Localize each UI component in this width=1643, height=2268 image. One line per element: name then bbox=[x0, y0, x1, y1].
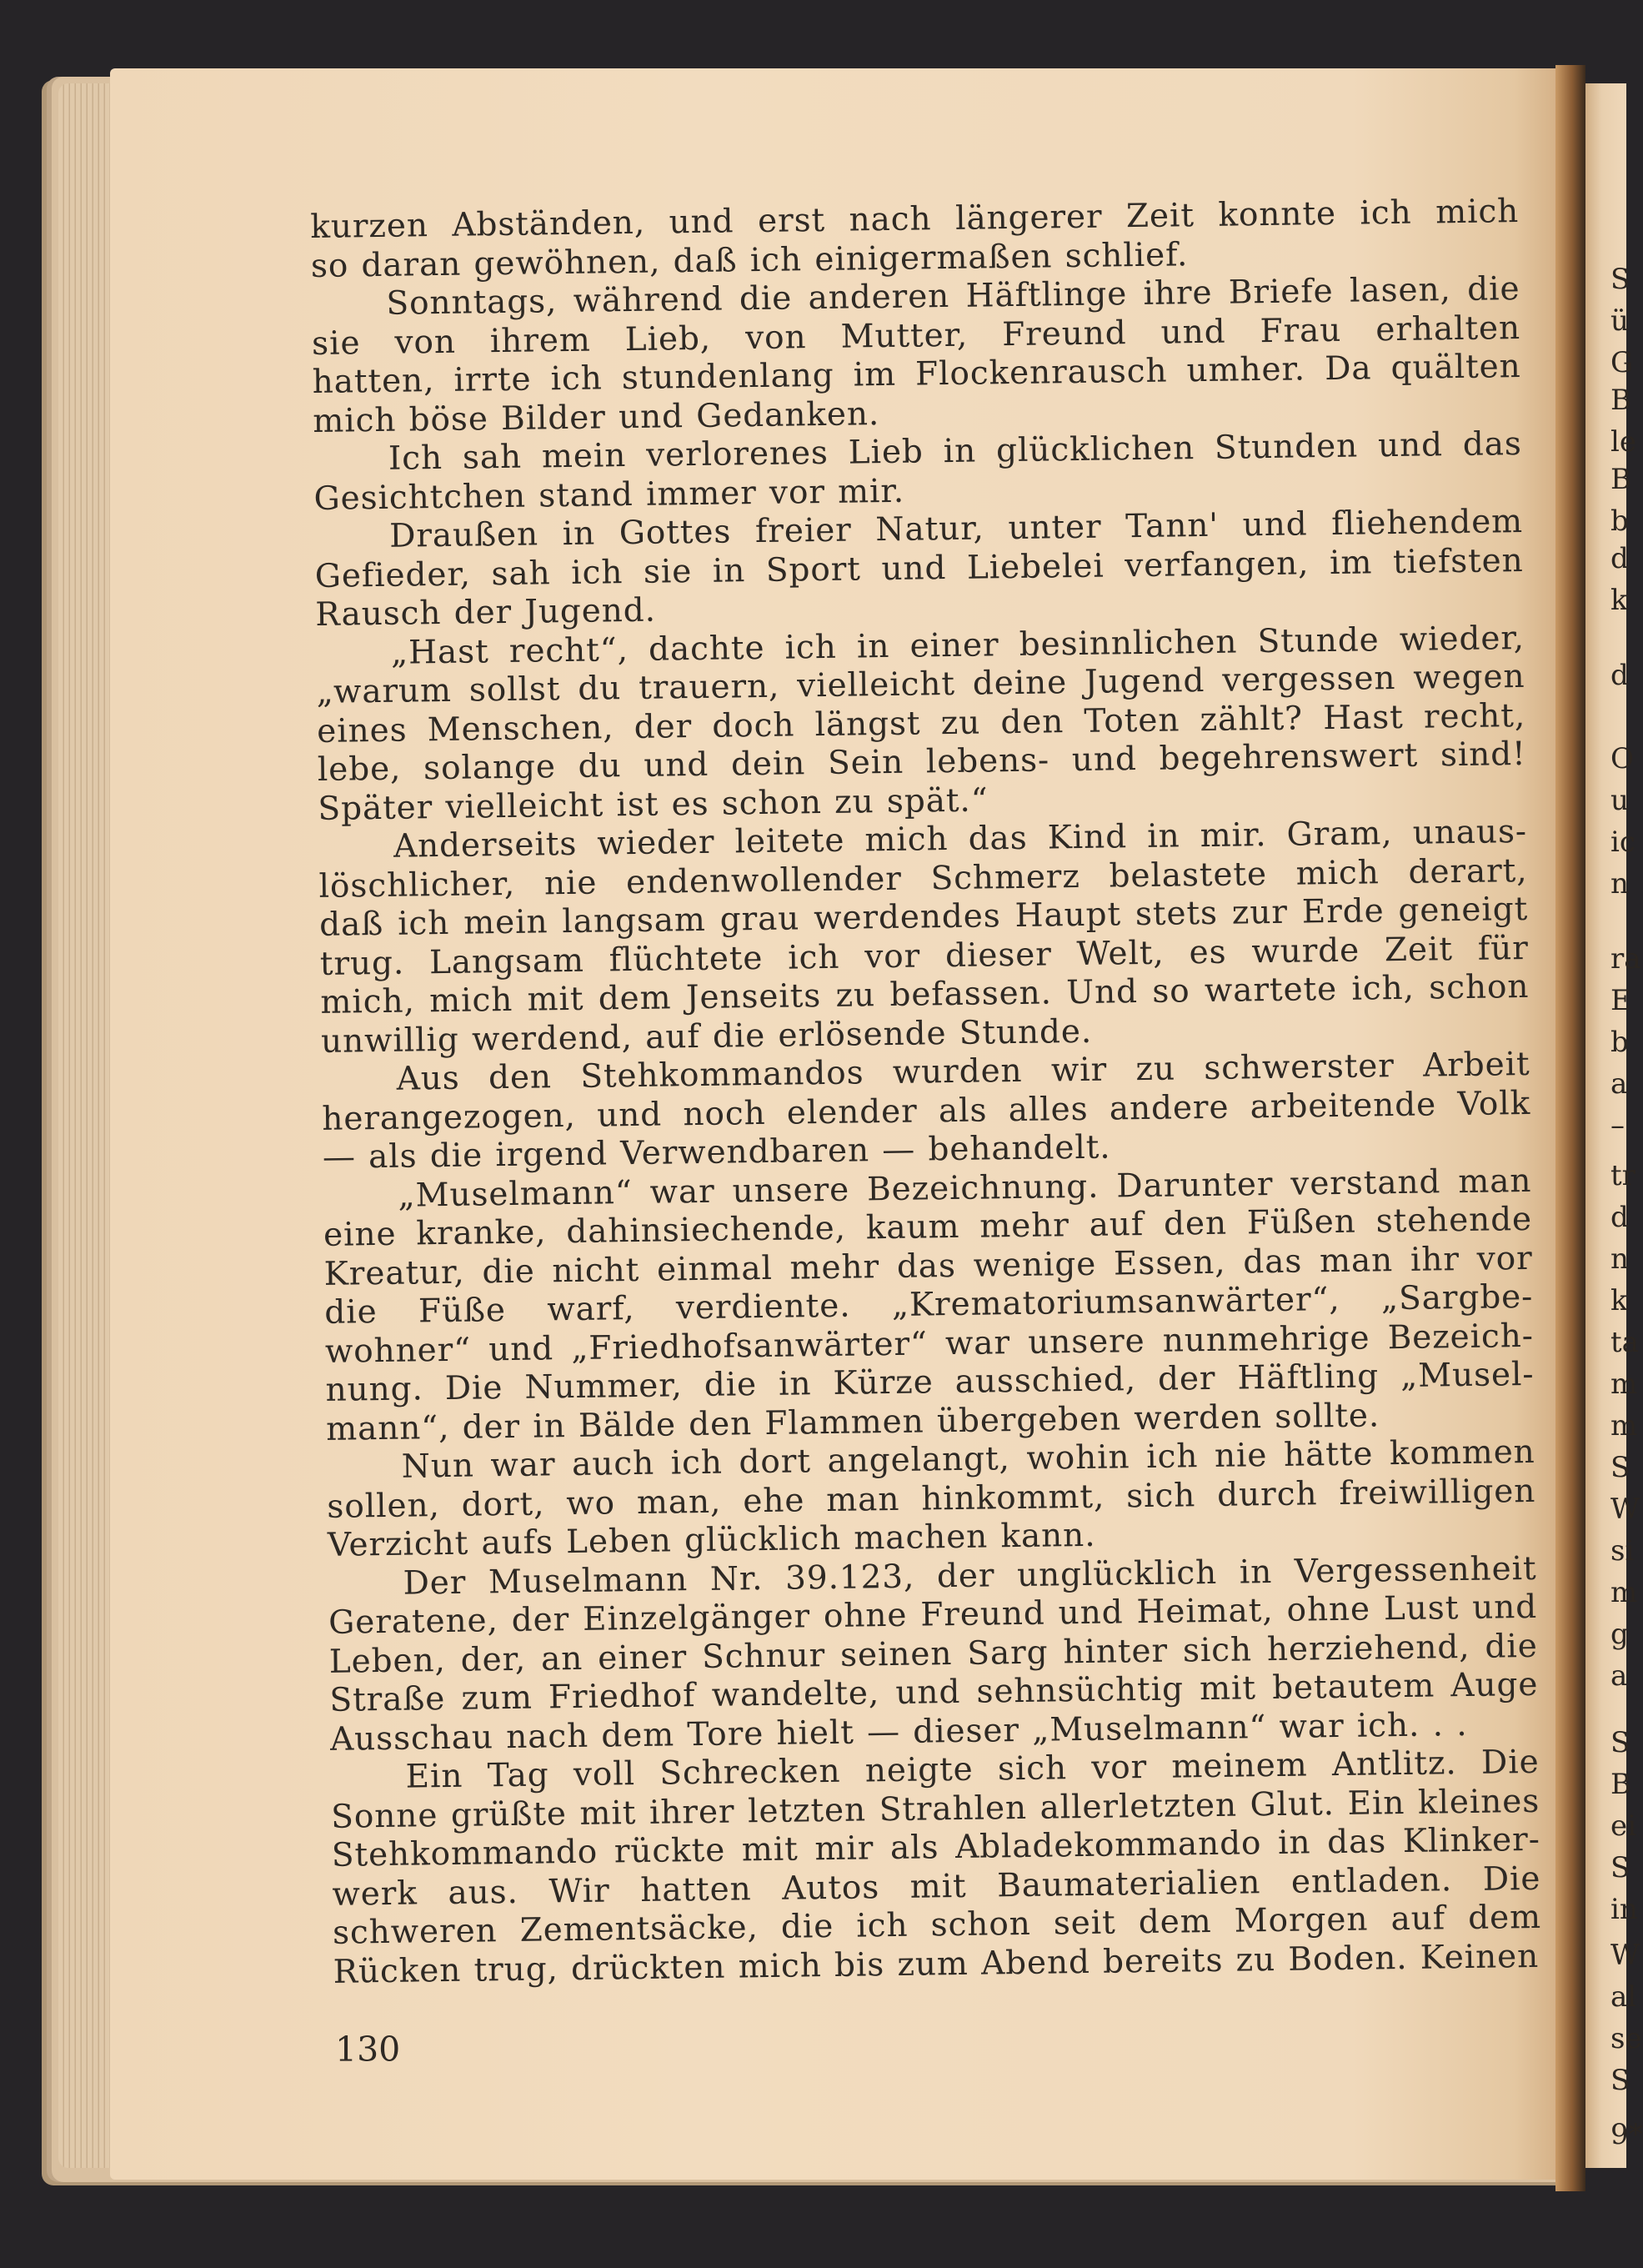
right-page-fragment: ra bbox=[1610, 942, 1641, 976]
text-line: — als die irgend Verwendbaren — behandelt. bbox=[322, 1128, 1111, 1177]
text-line: sollen, dort, wo man, ehe man hinkommt, sich durch freiwilligen bbox=[327, 1472, 1536, 1526]
right-page-fragment: le bbox=[1610, 425, 1636, 459]
text-line: Ausschau nach dem Tore hielt — dieser „Muselmann“ war ich. . . bbox=[329, 1705, 1468, 1759]
right-page-fragment: n bbox=[1610, 1242, 1629, 1276]
text-line: Straße zum Friedhof wandelte, und sehnsüchtig mit betautem Auge bbox=[329, 1665, 1539, 1719]
right-page-fragment: B bbox=[1610, 384, 1631, 417]
text-line: Sonntags, während die anderen Häftlinge ihre Briefe lasen, die bbox=[386, 270, 1520, 323]
text-line: Ich sah mein verlorenes Lieb in glücklichen Stunden und das bbox=[388, 424, 1523, 478]
text-line: unwillig werdend, auf die erlösende Stunde. bbox=[320, 1012, 1093, 1061]
right-page-fragment: E bbox=[1610, 984, 1631, 1017]
text-line: Kreatur, die nicht einmal mehr das wenige Essen, das man ihr vor bbox=[323, 1239, 1533, 1293]
text-line: Sonne grüßte mit ihrer letzten Strahlen allerletzten Glut. Ein kleines bbox=[330, 1782, 1540, 1836]
text-line: „warum sollst du trauern, vielleicht deine Jugend vergessen wegen bbox=[316, 657, 1525, 711]
text-line: die Füße warf, verdiente. „Krematoriumsanwärter“, „Sargbe- bbox=[324, 1277, 1534, 1332]
text-line: trug. Langsam flüchtete ich vor dieser Welt, es wurde Zeit für bbox=[319, 929, 1530, 983]
text-line: Später vielleicht ist es schon zu spät.“ bbox=[318, 780, 989, 828]
text-line: eines Menschen, der doch längst zu den Toten zählt? Hast recht, bbox=[316, 696, 1526, 750]
page-edge-stack bbox=[58, 83, 117, 2168]
right-page-fragment: ta bbox=[1610, 1326, 1639, 1359]
right-page-fragment: k bbox=[1610, 1284, 1628, 1317]
text-line: Geratene, der Einzelgänger ohne Freund und Heimat, ohne Lust und bbox=[328, 1588, 1538, 1642]
text-line: mich, mich mit dem Jenseits zu befassen. Und so wartete ich, schon bbox=[320, 967, 1530, 1021]
text-line: so daran gewöhnen, daß ich einigermaßen schlief. bbox=[310, 235, 1189, 285]
right-page-fragment: u bbox=[1610, 784, 1629, 817]
right-page-fragment: 9* bbox=[1610, 2118, 1643, 2151]
text-line: „Muselmann“ war unsere Bezeichnung. Darunter verstand man bbox=[398, 1162, 1532, 1215]
text-line: Gefieder, sah ich sie in Sport und Liebelei verfangen, im tiefsten bbox=[314, 541, 1524, 595]
right-page-fragment: ic bbox=[1610, 825, 1635, 859]
right-page-fragment: si bbox=[1610, 1534, 1635, 1568]
page-number: 130 bbox=[335, 2030, 401, 2070]
right-page-fragment: S bbox=[1610, 263, 1630, 296]
right-page-fragment: G bbox=[1610, 346, 1634, 379]
text-line: Nun war auch ich dort angelangt, wohin ich nie hätte kommen bbox=[401, 1433, 1535, 1486]
text-line: löschlicher, nie endenwollender Schmerz belastete mich derart, bbox=[318, 851, 1528, 906]
right-page-fragment: ei bbox=[1610, 1809, 1636, 1843]
right-page-fragment: ü bbox=[1610, 304, 1629, 338]
right-page-fragment: g bbox=[1610, 1618, 1629, 1651]
text-line: mann“, der in Bälde den Flammen übergeben werden sollte. bbox=[325, 1396, 1380, 1448]
right-page-fragment: W bbox=[1610, 1493, 1640, 1526]
text-line: wohner“ und „Friedhofsanwärter“ war unsere nunmehrige Bezeich- bbox=[324, 1317, 1535, 1371]
text-line: Gesichtchen stand immer vor mir. bbox=[313, 472, 905, 518]
text-line: „Hast recht“, dachte ich in einer besinnlichen Stunde wieder, bbox=[390, 619, 1525, 672]
right-page-fragment: al bbox=[1610, 1980, 1637, 2014]
page-text bbox=[310, 193, 1542, 1992]
right-page-fragment: O bbox=[1610, 742, 1634, 775]
text-line: Rücken trug, drückten mich bis zum Abend bereits zu Boden. Keinen bbox=[333, 1937, 1540, 1991]
right-page-fragment: B bbox=[1610, 463, 1631, 496]
text-line: herangezogen, und noch elender als alles andere arbeitende Volk bbox=[321, 1084, 1531, 1138]
text-line: Rausch der Jugend. bbox=[315, 591, 657, 634]
text-line: mich böse Bilder und Gedanken. bbox=[313, 394, 880, 440]
right-page-fragment: S bbox=[1610, 1851, 1630, 1884]
right-page-fragment: a bbox=[1610, 1659, 1628, 1693]
text-line: sie von ihrem Lieb, von Mutter, Freund und Frau erhalten bbox=[311, 309, 1521, 363]
text-line: Verzicht aufs Leben glücklich machen kann. bbox=[327, 1516, 1096, 1564]
right-page-fragment: S bbox=[1610, 1726, 1630, 1759]
right-page-fragment: S bbox=[1610, 1451, 1630, 1484]
right-page-fragment: m bbox=[1610, 1367, 1638, 1401]
text-line: kurzen Abständen, und erst nach längerer Zeit konnte ich mich bbox=[310, 193, 1520, 246]
text-line: lebe, solange du und dein Sein lebens- und begehrenswert sind! bbox=[317, 735, 1526, 789]
text-line: Stehkommando rückte mit mir als Abladekommando in das Klinker- bbox=[331, 1820, 1541, 1874]
right-page-fragment: tr bbox=[1610, 1159, 1635, 1192]
text-line: Der Muselmann Nr. 39.123, der unglücklich in Vergessenheit bbox=[403, 1549, 1537, 1603]
right-page-fragment: in bbox=[1610, 1893, 1638, 1926]
text-line: daß ich mein langsam grau werdendes Haupt stets zur Erde geneigt bbox=[318, 890, 1529, 944]
text-line: werk aus. Wir hatten Autos mit Baumaterialien entladen. Die bbox=[332, 1859, 1541, 1914]
right-page-fragment: m bbox=[1610, 1576, 1638, 1609]
right-page-fragment: se bbox=[1610, 2022, 1642, 2055]
right-page-fragment: a bbox=[1610, 1067, 1628, 1101]
right-page-fragment: W bbox=[1610, 1939, 1640, 1972]
right-page-fragment: B bbox=[1610, 1768, 1631, 1801]
right-page-fragment: d bbox=[1610, 1201, 1629, 1234]
right-page-fragment: – bbox=[1610, 1109, 1625, 1142]
right-page-fragment: k bbox=[1610, 584, 1628, 617]
text-line: schweren Zementsäcke, die ich schon seit dem Morgen auf dem bbox=[332, 1898, 1542, 1952]
text-line: Leben, der, an einer Schnur seinen Sarg hinter sich herziehend, die bbox=[328, 1627, 1538, 1681]
right-page-edge bbox=[1585, 83, 1643, 2168]
text-line: Anderseits wieder leitete mich das Kind in mir. Gram, unaus- bbox=[393, 812, 1528, 866]
text-line: Draußen in Gottes freier Natur, unter Tann' und fliehendem bbox=[388, 502, 1524, 555]
text-line: eine kranke, dahinsiechende, kaum mehr auf den Füßen stehende bbox=[323, 1200, 1533, 1254]
right-page-fragment: b bbox=[1610, 504, 1629, 538]
right-page-fragment: d bbox=[1610, 659, 1629, 692]
book-gutter bbox=[1555, 65, 1585, 2191]
text-line: Ein Tag voll Schrecken neigte sich vor meinem Antlitz. Die bbox=[405, 1743, 1540, 1796]
right-page-fragment: b bbox=[1610, 1026, 1629, 1059]
right-page-fragment: n bbox=[1610, 867, 1629, 901]
right-page-fragment: m bbox=[1610, 1409, 1638, 1443]
text-line: nung. Die Nummer, die in Kürze ausschied, der Häftling „Musel- bbox=[325, 1355, 1535, 1409]
right-page-fragment: d bbox=[1610, 542, 1629, 575]
right-page-fragment: S bbox=[1610, 2064, 1630, 2097]
text-line: Aus den Stehkommandos wurden wir zu schwerster Arbeit bbox=[396, 1045, 1530, 1098]
text-line: hatten, irrte ich stundenlang im Flockenrausch umher. Da quälten bbox=[312, 348, 1521, 401]
